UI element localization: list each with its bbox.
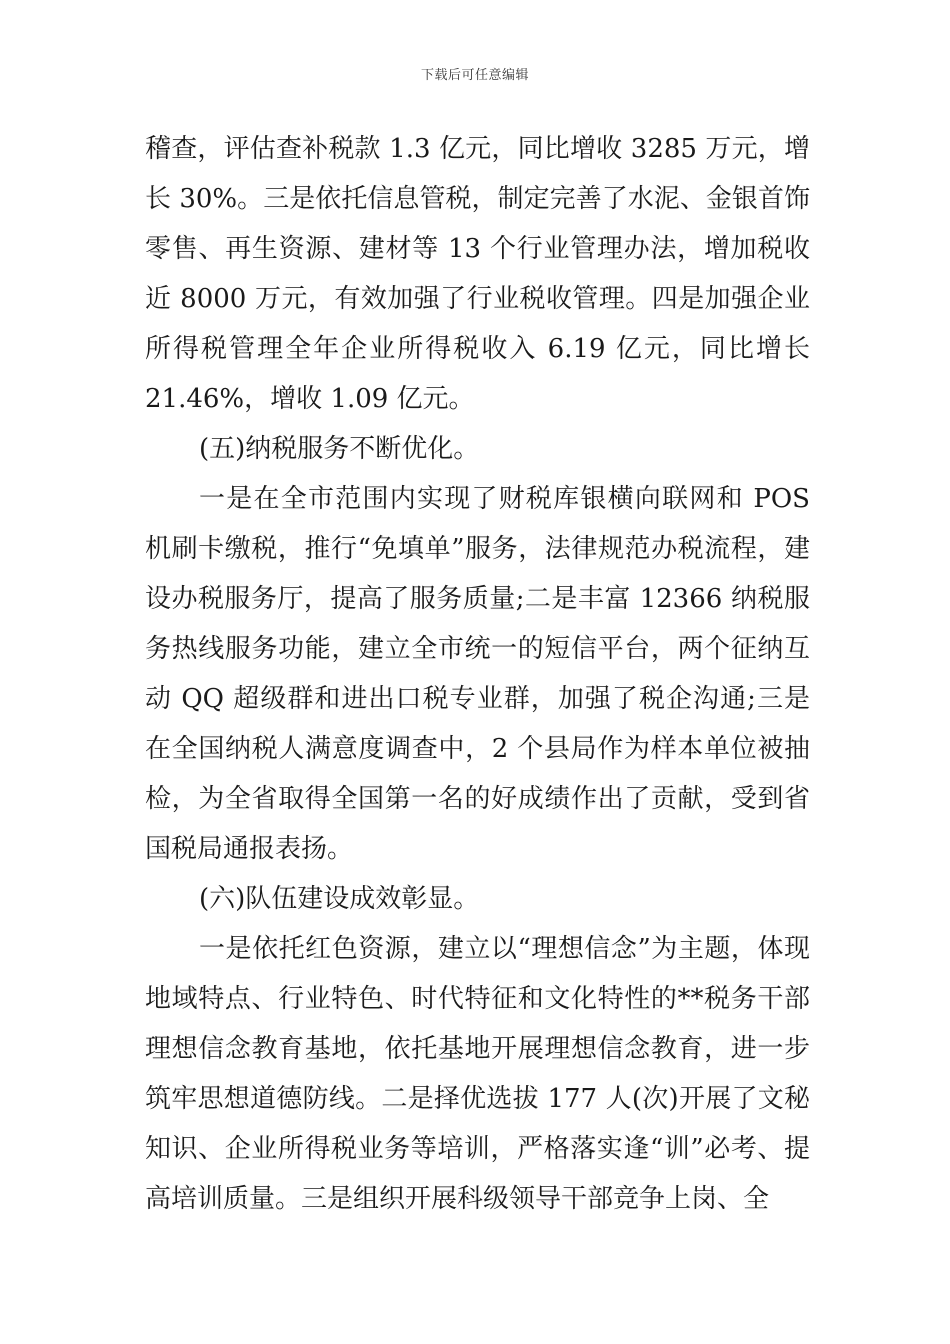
section-heading-team-building: (六)队伍建设成效彰显。 bbox=[199, 884, 480, 914]
paragraph-tax-service: 一是在全市范围内实现了财税库银横向联网和 POS 机刷卡缴税，推行“免填单”服务，法律规范办税流程，建设办税服务厅，提高了服务质量;二是丰富 12366 纳税服务热线服务功能，建立全市统一的短信平台，两个征纳互动 QQ 超级群和进出口税专业群，加强了税企沟通;三是在全国纳税人满意度调查中，2 个县局作为样本单位被抽检，为全省取得全国第一名的好成绩作出了贡献，受到省国税局通报表扬。 bbox=[145, 484, 810, 864]
section-heading-tax-service: (五)纳税服务不断优化。 bbox=[199, 434, 480, 464]
document-body bbox=[145, 124, 810, 1224]
page-header: 下载后可任意编辑 bbox=[420, 68, 529, 83]
paragraph-team-building: 一是依托红色资源，建立以“理想信念”为主题，体现地域特点、行业特色、时代特征和文化特性的**税务干部理想信念教育基地，依托基地开展理想信念教育，进一步筑牢思想道德防线。二是择优选拔 177 人(次)开展了文秘知识、企业所得税业务等培训，严格落实逢“训”必考、提高培训质量。三是组织开展科级领导干部竞争上岗、全 bbox=[145, 934, 810, 1214]
paragraph-tax-audit-continued: 稽查，评估查补税款 1.3 亿元，同比增收 3285 万元，增长 30%。三是依托信息管税，制定完善了水泥、金银首饰零售、再生资源、建材等 13 个行业管理办法，增加税收近 8000 万元，有效加强了行业税收管理。四是加强企业所得税管理全年企业所得税收入 6.19 亿元，同比增长 21.46%，增收 1.09 亿元。 bbox=[145, 134, 810, 414]
